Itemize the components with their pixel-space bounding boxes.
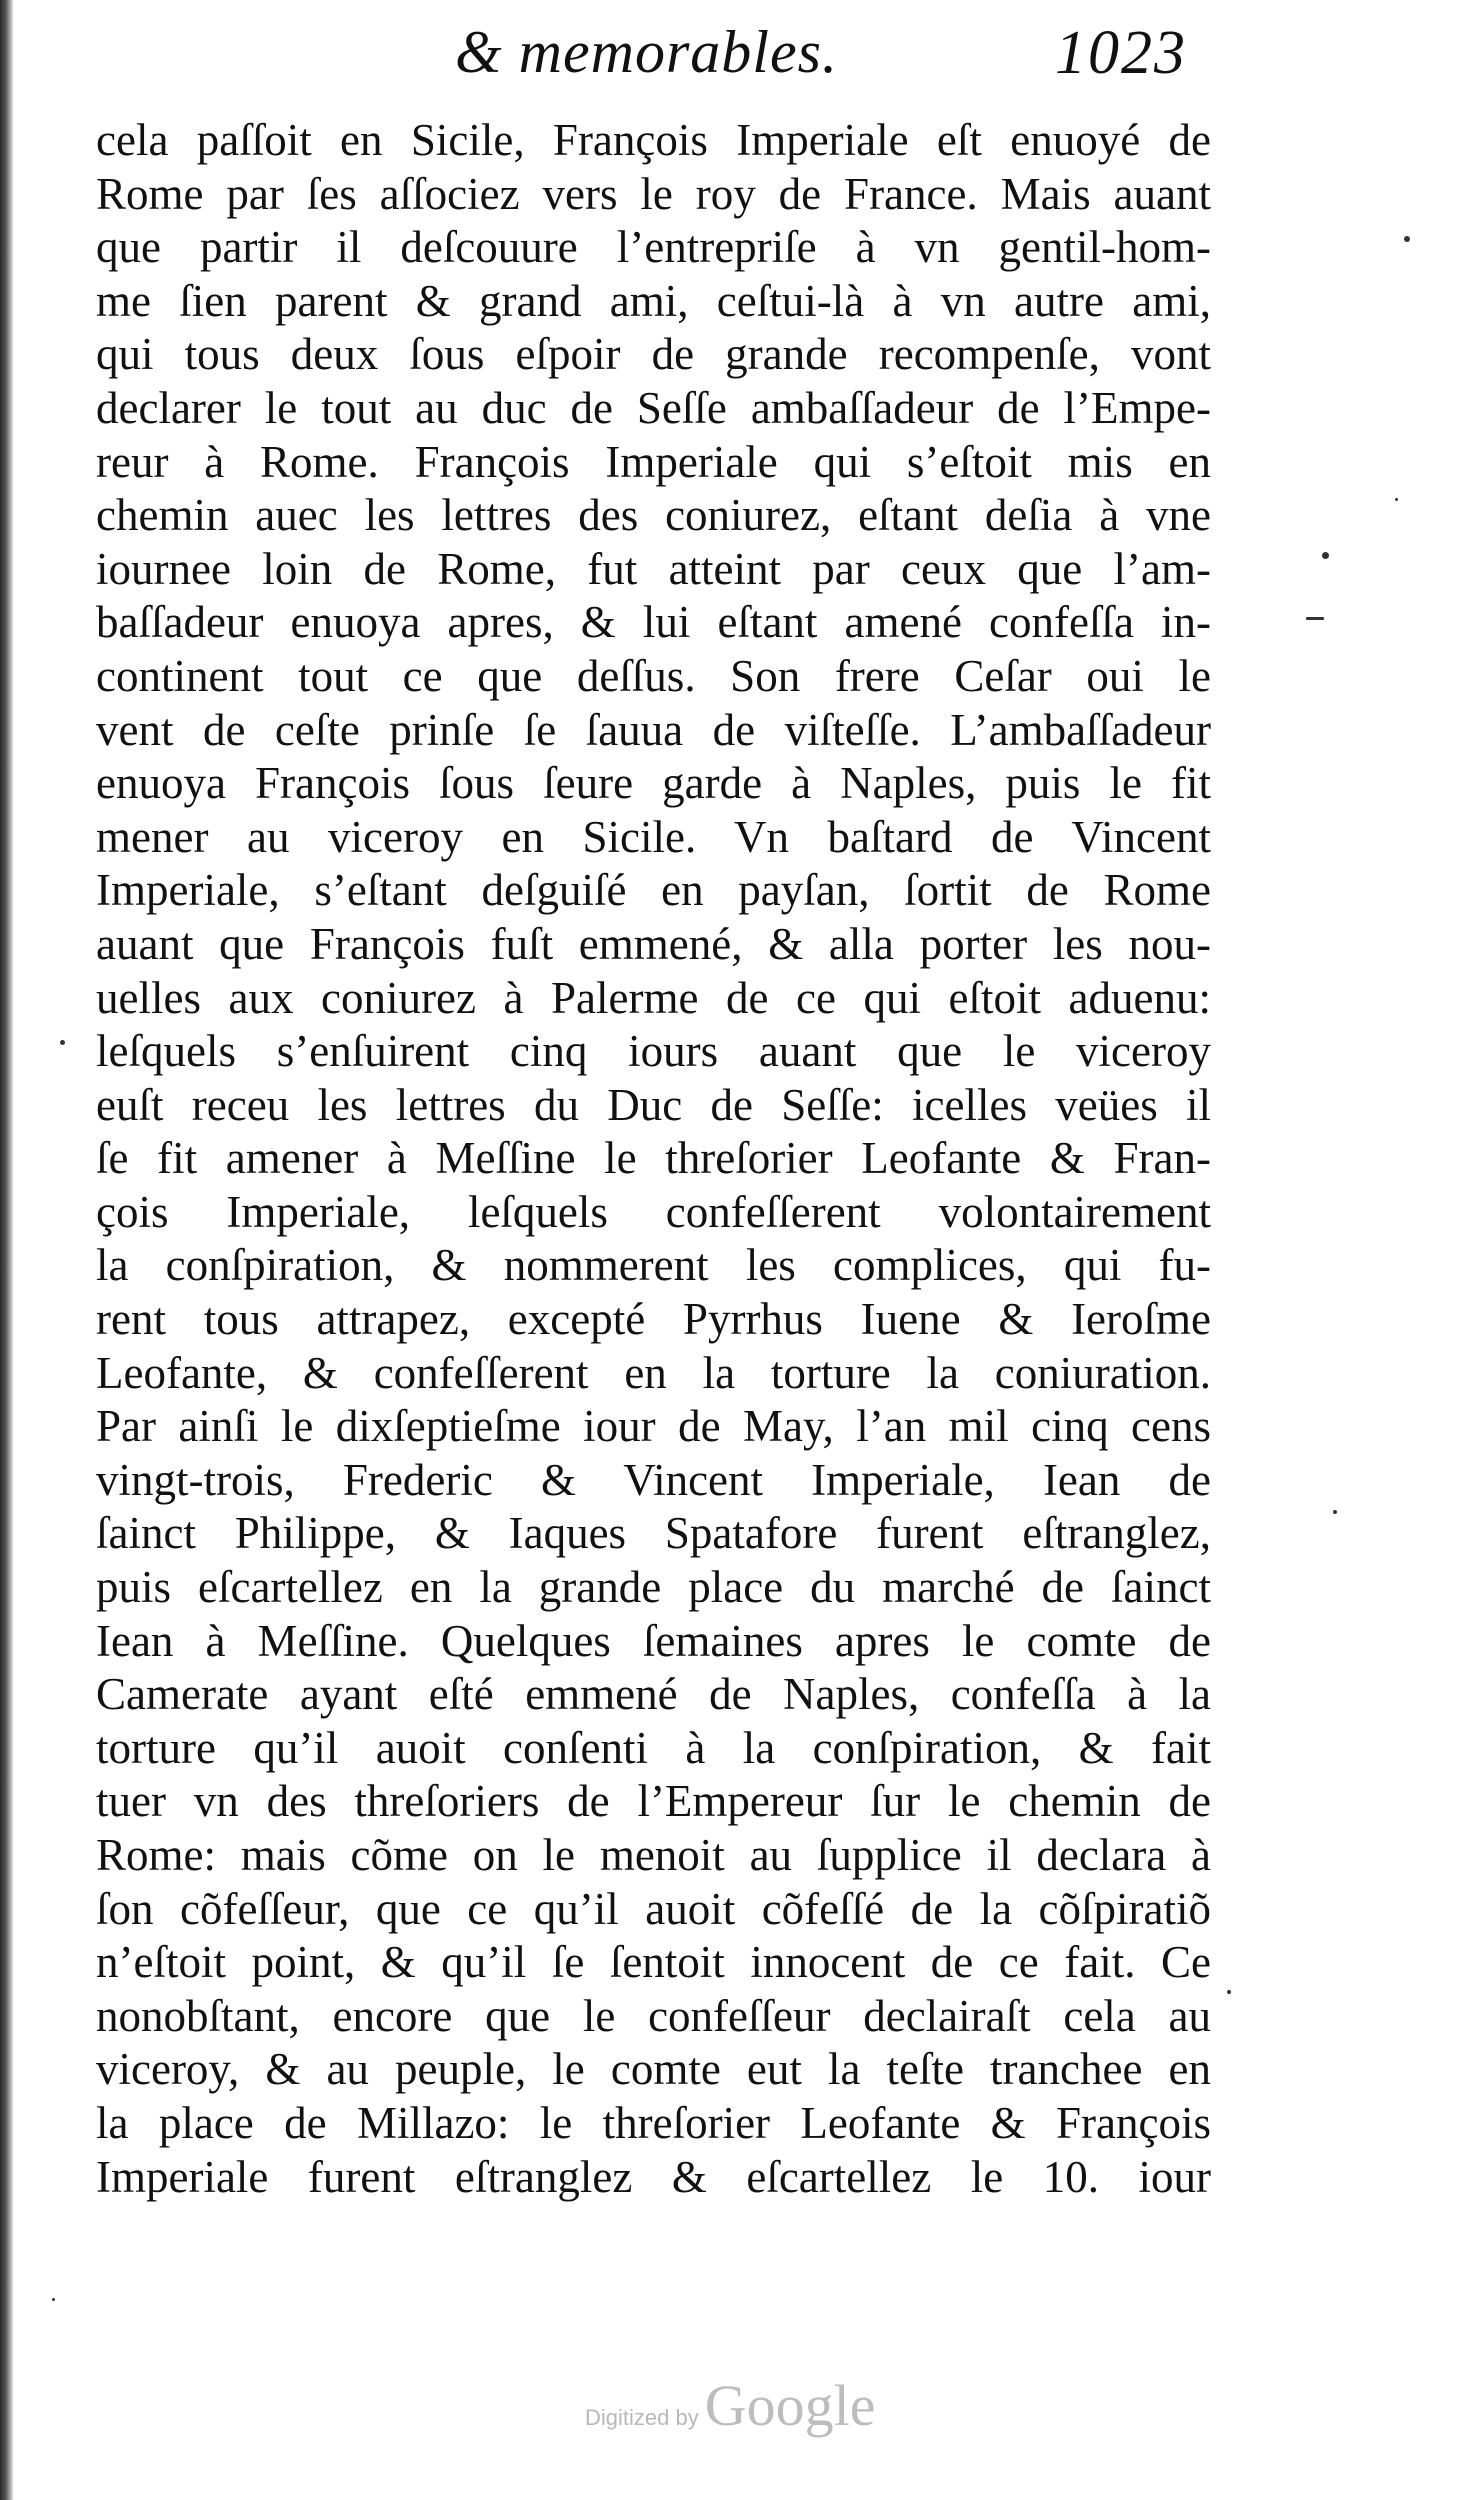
text-line: reur à Rome. François Imperiale qui s’eſtoit mis en bbox=[96, 436, 1211, 487]
text-line: cela paſſoit en Sicile, François Imperiale eſt enuoyé de bbox=[96, 115, 1211, 165]
text-line: la conſpiration, & nommerent les complices, qui fu- bbox=[96, 1240, 1211, 1291]
text-line: iournee loin de Rome, fut atteint par ceux que l’am- bbox=[96, 543, 1211, 594]
text-line: euſt receu les lettres du Duc de Seſſe: icelles veües il bbox=[96, 1079, 1211, 1130]
text-line: vent de ceſte prinſe ſe ſauua de viſteſſe. L’ambaſſadeur bbox=[96, 704, 1211, 755]
ink-speck bbox=[1322, 552, 1329, 559]
ink-speck bbox=[60, 1040, 65, 1045]
text-line: Rome par ſes aſſociez vers le roy de France. Mais auant bbox=[96, 168, 1211, 219]
ink-speck bbox=[1333, 1510, 1337, 1514]
text-line: ſe fit amener à Meſſine le threſorier Leofante & Fran- bbox=[96, 1133, 1211, 1184]
text-line: çois Imperiale, leſquels confeſſerent volontairement bbox=[96, 1186, 1211, 1237]
text-line: baſſadeur enuoya apres, & lui eſtant amené confeſſa in- bbox=[96, 597, 1211, 648]
text-line: Rome: mais cõme on le menoit au ſupplice il declara à bbox=[96, 1830, 1211, 1880]
text-line: ſainct Philippe, & Iaques Spataforе furent eſtranglez, bbox=[96, 1508, 1211, 1559]
text-line: nonobſtant, encore que le confeſſeur declairaſt cela au bbox=[96, 1990, 1211, 2041]
text-line: auant que François fuſt emmené, & alla porter les nou- bbox=[96, 918, 1211, 969]
text-line: mener au viceroy en Sicile. Vn baſtard de Vincent bbox=[96, 811, 1211, 862]
running-title: & memorables. bbox=[455, 19, 838, 85]
text-line: tuer vn des threſoriers de l’Empereur ſur le chemin de bbox=[96, 1776, 1211, 1827]
text-line: uelles aux coniurez à Palerme de ce qui eſtoit aduenu: bbox=[96, 972, 1211, 1023]
text-line: puis eſcartellez en la grande place du marché de ſainct bbox=[96, 1562, 1211, 1613]
text-line: me ſien parent & grand ami, ceſtui-là à vn autre ami, bbox=[96, 275, 1211, 326]
text-line: torture qu’il auoit conſenti à la conſpiration, & fait bbox=[96, 1722, 1211, 1773]
ink-speck bbox=[1395, 498, 1398, 501]
text-line: viceroy, & au peuple, le comte eut la teſte tranchee en bbox=[96, 2044, 1211, 2095]
text-line: Imperiale furent eſtranglez & eſcartellez le 10. iour bbox=[96, 2151, 1211, 2202]
text-line: enuoya François ſous ſeure garde à Naples, puis le fit bbox=[96, 758, 1211, 809]
ink-speck bbox=[1404, 236, 1410, 242]
text-line: rent tous attrapez, excepté Pyrrhus Iuene & Ieroſme bbox=[96, 1294, 1211, 1345]
text-line: Iean à Meſſine. Quelques ſemaines apres le comte de bbox=[96, 1615, 1211, 1666]
text-line: qui tous deux ſous eſpoir de grande recompenſe, vont bbox=[96, 329, 1211, 380]
text-line: declarer le tout au duc de Seſſe ambaſſadeur de l’Empe- bbox=[96, 382, 1211, 433]
page-edge-shadow bbox=[0, 0, 14, 2500]
text-line: que partir il deſcouure l’entrepriſe à vn gentil-hom- bbox=[96, 222, 1211, 273]
watermark-prefix: Digitized by bbox=[585, 2405, 699, 2430]
text-line: leſquels s’enſuirent cinq iours auant que le viceroy bbox=[96, 1026, 1211, 1077]
text-line: n’eſtoit point, & qu’il ſe ſentoit innocent de ce fait. Ce bbox=[96, 1937, 1211, 1988]
page-number: 1023 bbox=[1055, 19, 1187, 87]
body-text bbox=[96, 114, 1211, 2204]
text-line: la place de Millazo: le threſorier Leofante & François bbox=[96, 2097, 1211, 2148]
text-line: ſon cõfeſſeur, que ce qu’il auoit cõfeſſé de la cõſpiratiõ bbox=[96, 1883, 1211, 1934]
text-line: Camerate ayant eſté emmené de Naples, confeſſa à la bbox=[96, 1669, 1211, 1720]
text-line: Imperiale, s’eſtant deſguiſé en payſan, ſortit de Rome bbox=[96, 865, 1211, 916]
digitized-watermark bbox=[585, 2372, 875, 2439]
text-line: vingt-trois, Frederic & Vincent Imperiale, Iean de bbox=[96, 1454, 1211, 1505]
text-line: chemin auec les lettres des coniurez, eſtant deſia à vne bbox=[96, 490, 1211, 541]
ink-speck bbox=[1306, 617, 1324, 620]
text-line: Par ainſi le dixſeptieſme iour de May, l’an mil cinq cens bbox=[96, 1401, 1211, 1452]
ink-speck bbox=[52, 2298, 55, 2301]
ink-speck bbox=[1227, 1990, 1231, 1994]
google-logo: Google bbox=[704, 2373, 876, 2438]
text-line: continent tout ce que deſſus. Son frere Ceſar oui le bbox=[96, 650, 1211, 701]
text-line: Leofante, & confeſſerent en la torture la coniuration. bbox=[96, 1347, 1211, 1398]
